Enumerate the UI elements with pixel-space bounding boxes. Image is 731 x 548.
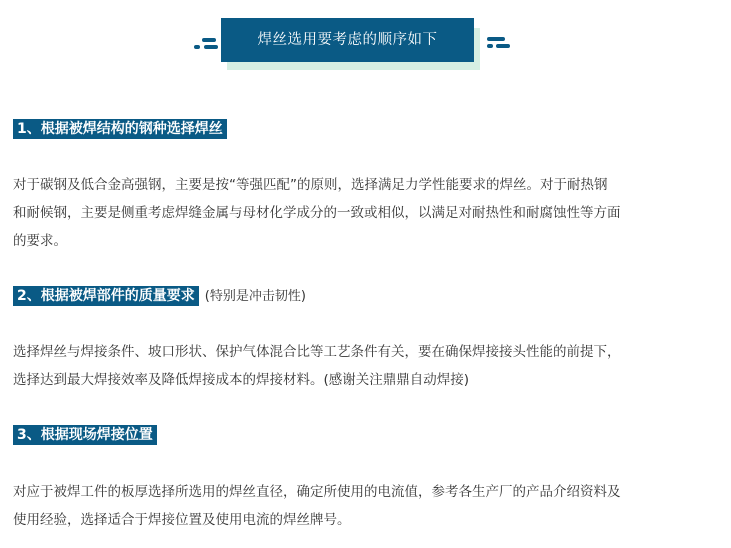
banner-decoration-left [202, 38, 216, 42]
paragraph-line: 选择焊丝与焊接条件、坡口形状、保护气体混合比等工艺条件有关，要在确保焊接接头性能的前提下， [13, 344, 621, 360]
section-heading-label: 3、根据现场焊接位置 [13, 425, 157, 445]
banner-decoration-left [204, 45, 218, 49]
section-heading-label: 1、根据被焊结构的钢种选择焊丝 [13, 119, 227, 139]
banner-decoration-right [487, 44, 493, 48]
title-banner [190, 18, 512, 74]
section-paragraph-3 [13, 478, 713, 534]
paragraph-line: 和耐候钢，主要是侧重考虑焊缝金属与母材化学成分的一致或相似，以满足对耐热性和耐腐蚀性等方面 [13, 205, 621, 221]
paragraph-line: 使用经验，选择适合于焊接位置及使用电流的焊丝牌号。 [13, 512, 351, 528]
section-heading-3 [13, 425, 157, 445]
section-heading-2 [13, 286, 306, 307]
paragraph-line: 选择达到最大焊接效率及降低焊接成本的焊接材料。(感谢关注鼎鼎自动焊接) [13, 372, 470, 388]
banner-decoration-left [194, 45, 200, 49]
paragraph-line: 的要求。 [13, 233, 67, 249]
section-paragraph-1 [13, 171, 713, 255]
banner-decoration-right [487, 37, 505, 41]
paragraph-line: 对应于被焊工件的板厚选择所选用的焊丝直径，确定所使用的电流值，参考各生产厂的产品介绍资料及 [13, 484, 621, 500]
page-title: 焊丝选用要考虑的顺序如下 [221, 18, 474, 62]
paragraph-line: 对于碳钢及低合金高强钢，主要是按“等强匹配”的原则，选择满足力学性能要求的焊丝。对于耐热钢 [13, 177, 608, 193]
banner-decoration-right [496, 44, 510, 48]
section-heading-label: 2、根据被焊部件的质量要求 [13, 286, 199, 306]
section-heading-1 [13, 119, 227, 139]
section-heading-note: (特别是冲击韧性) [204, 289, 306, 304]
section-paragraph-2 [13, 338, 713, 394]
